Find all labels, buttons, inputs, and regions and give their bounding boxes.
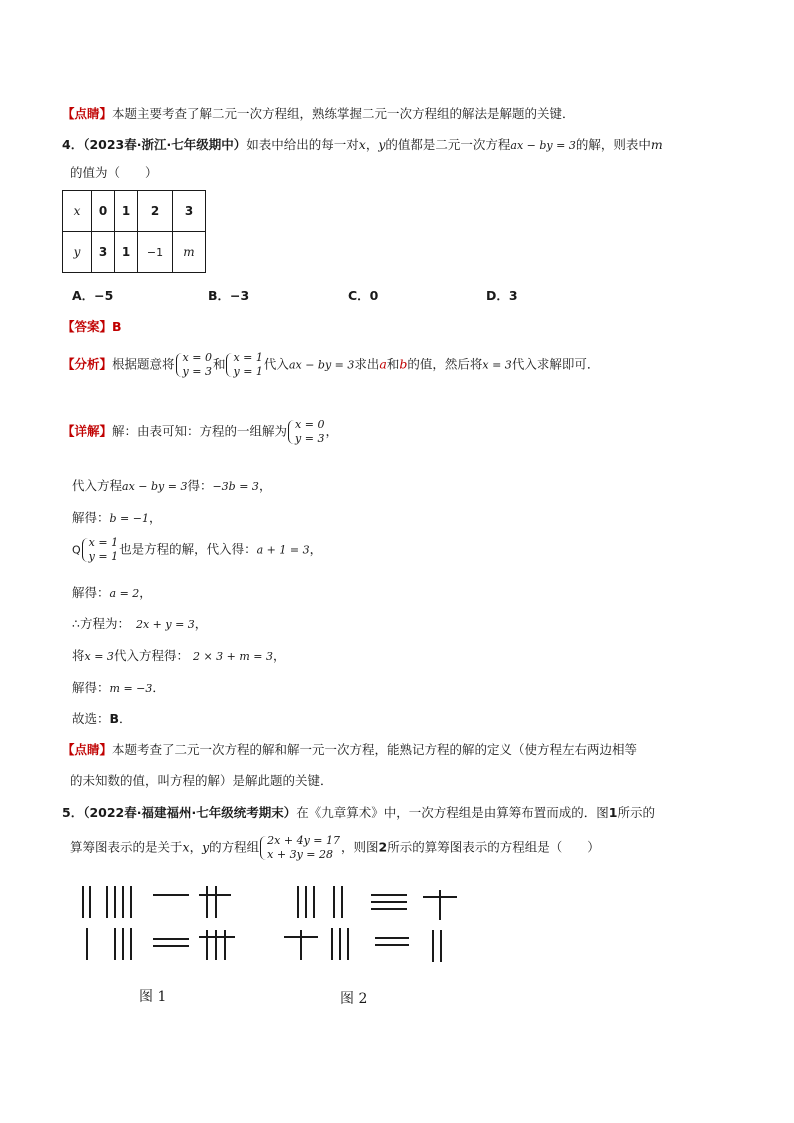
rod	[89, 886, 91, 918]
text: 也是方程的解，代入得：	[119, 541, 257, 557]
q5-stem-line2	[70, 834, 600, 862]
text: 的值，然后将	[407, 356, 483, 372]
text: 解得：	[72, 680, 110, 695]
table-cell: x	[63, 191, 92, 232]
rod	[439, 890, 441, 920]
rod	[153, 945, 189, 947]
var-x: x	[182, 839, 190, 855]
equation: 2x + y = 3	[135, 618, 195, 631]
var-y: y	[378, 137, 386, 152]
table-cell: −1	[138, 232, 173, 273]
equation: ax − by = 3	[288, 358, 355, 372]
text: 求出	[354, 356, 380, 372]
rod	[122, 886, 124, 918]
option-a: A．−5	[72, 288, 114, 303]
var-x: x	[358, 137, 366, 152]
equation: x = 3	[84, 650, 114, 663]
table-cell: 3	[92, 232, 115, 273]
answer-tag: 【答案】	[62, 319, 113, 334]
text: 将	[72, 648, 85, 663]
rod	[224, 930, 226, 960]
q5-stem-line1	[62, 803, 655, 821]
rod	[206, 930, 208, 960]
equation: a = 2	[109, 587, 140, 600]
text: 在《九章算术》中，一次方程组是由算筹布置而成的．图	[296, 805, 609, 820]
analysis-tag: 【分析】	[62, 356, 113, 372]
rod	[153, 894, 189, 896]
q4-detail-line9	[72, 709, 132, 727]
rod	[371, 894, 407, 896]
comment-text: 本题考查了二元一次方程的解和解一元一次方程，能熟记方程的解的定义（使方程左右两边相等	[112, 742, 638, 757]
fig-ref: 1	[608, 805, 618, 820]
option-c: C．0	[348, 288, 379, 303]
q4-detail-line6	[72, 614, 207, 632]
option-d: D．3	[486, 288, 518, 303]
q4-value-table	[62, 190, 206, 273]
text: ，	[139, 585, 152, 600]
text: 算筹图表示的是关于	[70, 839, 183, 855]
q4-stem-line2: 的值为（ ）	[70, 165, 158, 180]
equation: −3b = 3	[212, 480, 259, 493]
q4-detail-line7	[72, 646, 286, 664]
figure-1-caption: 图 1	[139, 989, 167, 1005]
text: 和	[212, 356, 226, 372]
text: ，	[309, 541, 323, 557]
system-line: y = 1	[88, 550, 119, 563]
text: 的方程组	[209, 839, 260, 855]
equation-system	[82, 536, 118, 564]
text: 代入	[263, 356, 289, 372]
table-row	[63, 232, 206, 273]
rod	[432, 930, 434, 962]
var-a: a	[379, 356, 387, 372]
answer-value: B	[112, 319, 122, 334]
system-line: x = 1	[88, 536, 119, 549]
text: ．	[119, 711, 132, 726]
text: ∴方程为：	[72, 616, 130, 631]
q5-source: （2022春·福建福州·七年级统考期末）	[83, 805, 297, 820]
q4-answer	[62, 317, 122, 335]
q4-detail-line4	[72, 536, 322, 564]
equation-system	[288, 418, 324, 446]
text: 所示的算筹图表示的方程组是（ ）	[387, 839, 600, 855]
system-line: x = 1	[233, 351, 263, 364]
rod	[339, 928, 341, 960]
system-line: 2x + 4y = 17	[267, 834, 341, 847]
text: ，	[194, 616, 208, 631]
table-cell: y	[63, 232, 92, 273]
text: 解：由表可知：方程的一组解为	[112, 423, 288, 439]
table-row	[63, 191, 206, 232]
q4-detail-line1	[62, 418, 338, 446]
rod	[440, 930, 442, 962]
system-line: x + 3y = 28	[267, 848, 334, 861]
text: ．	[152, 680, 165, 695]
rod	[375, 944, 409, 946]
equation: 2 × 3 + m = 3	[192, 650, 274, 663]
rod	[153, 938, 189, 940]
text: 解得：	[72, 510, 110, 525]
rod	[130, 886, 132, 918]
q5-number: 5．	[62, 805, 84, 820]
rod	[297, 886, 299, 918]
rod	[199, 936, 235, 938]
rod	[206, 886, 208, 918]
text: 根据题意将	[112, 356, 175, 372]
table-cell: 1	[115, 232, 138, 273]
q3-comment	[62, 104, 575, 122]
q4-equation: ax − by = 3	[510, 139, 576, 152]
rod	[375, 937, 409, 939]
rod	[82, 886, 84, 918]
system-line: y = 1	[233, 365, 263, 378]
rod	[333, 886, 335, 918]
text: 代入方程得：	[113, 648, 189, 663]
table-cell: 0	[92, 191, 115, 232]
comment-tag: 【点睛】	[62, 106, 113, 121]
rod	[114, 886, 116, 918]
q4-stem-line1	[62, 135, 663, 153]
text: Q	[72, 543, 81, 557]
q4-analysis	[62, 351, 599, 379]
equation: a + 1 = 3	[256, 543, 310, 557]
equation: b = −1	[109, 512, 149, 525]
table-cell: m	[173, 232, 206, 273]
rod	[215, 886, 217, 918]
rod	[86, 928, 88, 960]
text: ，	[189, 839, 203, 855]
table-cell: 1	[115, 191, 138, 232]
q4-detail-line2	[72, 476, 271, 494]
q4-detail-line5	[72, 583, 152, 601]
rod	[331, 928, 333, 960]
q4-detail-line3	[72, 508, 162, 526]
text: ，	[258, 478, 272, 493]
answer-value: B	[109, 711, 120, 726]
rod	[300, 930, 302, 960]
text: 故选：	[72, 711, 110, 726]
table-cell: 3	[173, 191, 206, 232]
q4-comment-line2: 的未知数的值，叫方程的解）是解此题的关键．	[70, 773, 333, 788]
detail-tag: 【详解】	[62, 423, 113, 439]
sep: ，	[365, 137, 379, 152]
q4-text: 的值都是二元一次方程	[385, 137, 511, 152]
table-cell: 2	[138, 191, 173, 232]
text: ，	[273, 648, 286, 663]
rod	[106, 886, 108, 918]
rod	[347, 928, 349, 960]
rod	[122, 928, 124, 960]
text: ，则图	[341, 839, 379, 855]
system-line: x = 0	[295, 418, 325, 431]
comment-text: 本题主要考查了解二元一次方程组，熟练掌握二元一次方程组的解法是解题的关键．	[112, 106, 575, 121]
rod	[313, 886, 315, 918]
text: 代入方程	[72, 478, 123, 493]
rod	[305, 886, 307, 918]
equation: m = −3	[109, 682, 153, 695]
var-b: b	[399, 356, 408, 372]
text: 解得：	[72, 585, 110, 600]
text: ，	[325, 423, 338, 439]
rod	[371, 908, 407, 910]
text: ，	[148, 510, 162, 525]
text: 得：	[187, 478, 213, 493]
text: 代入求解即可．	[511, 356, 600, 372]
q4-detail-line8	[72, 678, 165, 696]
rod	[371, 901, 407, 903]
q4-text: 的解，则表中	[575, 137, 651, 152]
q4-number: 4．	[62, 137, 84, 152]
equation: ax − by = 3	[122, 480, 188, 493]
system-line: y = 3	[182, 365, 212, 378]
text: 所示的	[617, 805, 655, 820]
rod	[130, 928, 132, 960]
equation-system	[176, 351, 212, 379]
option-b: B．−3	[208, 288, 250, 303]
rod	[114, 928, 116, 960]
q4-comment-line1	[62, 740, 637, 758]
system-line: x = 0	[182, 351, 212, 364]
q4-source: （2023春·浙江·七年级期中）	[83, 137, 247, 152]
rod	[215, 930, 217, 960]
rod	[341, 886, 343, 918]
fig-ref: 2	[378, 839, 388, 855]
system-line: y = 3	[295, 432, 325, 445]
comment-tag: 【点睛】	[62, 742, 113, 757]
equation-system	[260, 834, 340, 862]
equation-system	[226, 351, 262, 379]
q4-text: 如表中给出的每一对	[246, 137, 359, 152]
var-m: m	[650, 137, 663, 152]
var-y: y	[202, 839, 210, 855]
figure-2-caption: 图 2	[340, 991, 368, 1007]
equation: x = 3	[482, 358, 512, 372]
text: 和	[386, 356, 400, 372]
